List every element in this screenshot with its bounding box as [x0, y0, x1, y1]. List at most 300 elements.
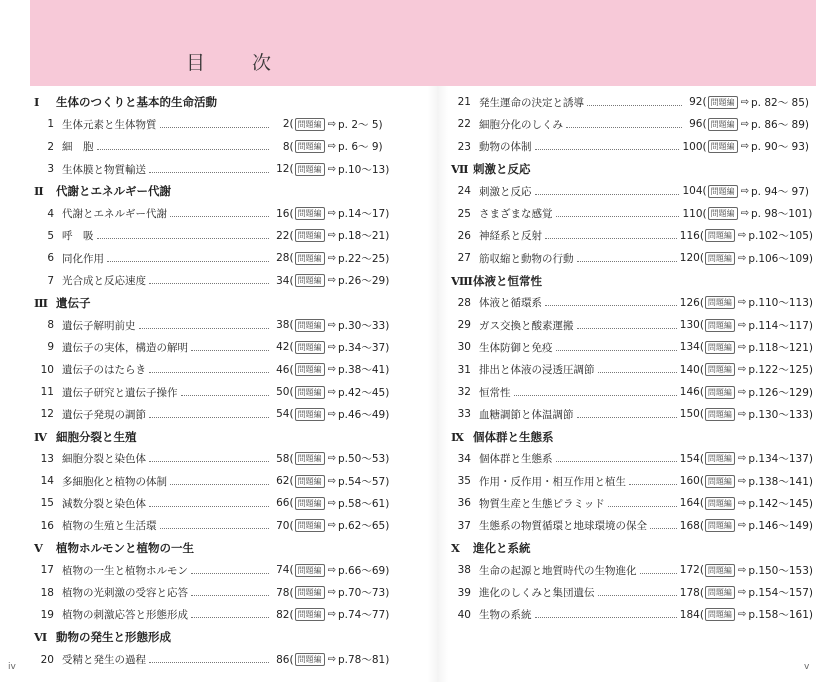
study-tag: 問題編: [295, 319, 325, 332]
arrow-icon: ⇨: [737, 230, 747, 242]
entry-range: p.54～57): [338, 475, 390, 488]
toc-entry[interactable]: [34, 492, 400, 514]
entry-number: 33: [457, 408, 471, 421]
dot-leader: [577, 417, 677, 418]
entry-page: 120: [679, 252, 700, 265]
toc-entry[interactable]: [451, 559, 813, 581]
entry-number: 34: [457, 452, 471, 465]
entry-number: 7: [47, 274, 54, 287]
arrow-icon: ⇨: [737, 319, 747, 331]
toc-entry[interactable]: [34, 225, 400, 247]
study-tag: 問題編: [708, 185, 738, 198]
chapter-heading: [34, 537, 400, 559]
entry-title: 細胞分化のしくみ: [479, 118, 563, 131]
entry-range: p. 6～ 9): [338, 141, 383, 154]
toc-entry[interactable]: [451, 336, 813, 358]
chapter-numeral: Ⅴ: [34, 541, 43, 556]
entry-number: 25: [457, 207, 471, 220]
arrow-icon: ⇨: [327, 520, 336, 532]
entry-title: 細 胞: [62, 141, 94, 154]
entry-number: 31: [457, 363, 471, 376]
toc-entry[interactable]: [451, 582, 813, 604]
study-tag: 問題編: [708, 96, 738, 109]
study-tag: 問題編: [705, 229, 735, 242]
entry-page: 16: [276, 207, 290, 220]
arrow-icon: ⇨: [327, 275, 336, 287]
arrow-icon: ⇨: [327, 564, 336, 576]
entry-number: 36: [457, 497, 471, 510]
chapter-numeral: Ⅶ: [451, 162, 469, 177]
study-tag: 問題編: [705, 586, 735, 599]
arrow-icon: ⇨: [327, 453, 336, 465]
toc-entry[interactable]: [34, 314, 400, 336]
dot-leader: [181, 395, 269, 396]
entry-page: 2: [282, 118, 290, 131]
entry-page: 8: [282, 140, 290, 153]
toc-entry[interactable]: [451, 604, 813, 626]
entry-range: p.150～153): [748, 564, 813, 577]
arrow-icon: ⇨: [327, 364, 336, 376]
entry-range: p.14～17): [338, 208, 390, 221]
entry-range: p.34～37): [338, 341, 390, 354]
entry-number: 20: [40, 653, 54, 666]
toc-entry[interactable]: [451, 403, 813, 425]
entry-range: p.50～53): [338, 453, 390, 466]
entry-page: 46: [276, 363, 290, 376]
chapter-heading: [34, 180, 400, 202]
study-tag: 問題編: [705, 497, 735, 510]
arrow-icon: ⇨: [740, 118, 749, 130]
entry-range: p. 86～ 89): [751, 118, 809, 131]
study-tag: 問題編: [295, 252, 325, 265]
study-tag: 問題編: [295, 363, 325, 376]
entry-page: 28: [276, 252, 290, 265]
open-paren: (: [289, 653, 294, 666]
toc-entry[interactable]: [34, 158, 400, 180]
open-paren: (: [289, 229, 294, 242]
entry-number: 4: [47, 207, 54, 220]
study-tag: 問題編: [295, 118, 325, 131]
entry-number: 3: [47, 163, 54, 176]
entry-number: 24: [457, 185, 471, 198]
toc-entry[interactable]: [34, 136, 400, 158]
arrow-icon: ⇨: [740, 96, 749, 108]
chapter-heading: [451, 425, 813, 447]
toc-entry[interactable]: [34, 247, 400, 269]
entry-number: 6: [47, 252, 54, 265]
entry-page: 96: [689, 118, 703, 131]
toc-entry[interactable]: [451, 470, 813, 492]
chapter-title: 細胞分裂と生殖: [56, 429, 137, 444]
study-tag: 問題編: [705, 475, 735, 488]
toc-entry[interactable]: [451, 136, 813, 158]
entry-page: 100: [682, 140, 703, 153]
open-paren: (: [289, 475, 294, 488]
entry-title: 作用・反作用・相互作用と植生: [479, 475, 626, 488]
entry-range: p.66～69): [338, 564, 390, 577]
entry-range: p. 90～ 93): [751, 141, 809, 154]
toc-entry[interactable]: [34, 515, 400, 537]
entry-page: 168: [679, 519, 700, 532]
dot-leader: [191, 595, 269, 596]
entry-page: 150: [679, 408, 700, 421]
dot-leader: [191, 617, 269, 618]
entry-title: 血糖調節と体温調節: [479, 408, 574, 421]
study-tag: 問題編: [295, 586, 325, 599]
entry-page: 178: [679, 586, 700, 599]
dot-leader: [97, 238, 269, 239]
toc-entry[interactable]: [34, 648, 400, 670]
toc-right-column: [451, 91, 813, 626]
entry-range: p. 82～ 85): [751, 96, 809, 109]
study-tag: 問題編: [295, 341, 325, 354]
entry-page: 50: [276, 386, 290, 398]
chapter-title: 植物ホルモンと植物の一生: [56, 541, 194, 556]
entry-title: 個体群と生態系: [479, 453, 553, 466]
chapter-numeral: Ⅷ: [451, 273, 473, 288]
arrow-icon: ⇨: [327, 341, 336, 353]
chapter-heading: [34, 626, 400, 648]
entry-page: 130: [679, 319, 700, 332]
dot-leader: [598, 372, 677, 373]
open-paren: (: [702, 96, 707, 109]
chapter-heading: [451, 537, 813, 559]
dot-leader: [556, 216, 680, 217]
entry-number: 30: [457, 341, 471, 354]
entry-number: 35: [457, 475, 471, 488]
entry-title: 細胞分裂と染色体: [62, 453, 146, 466]
open-paren: (: [289, 497, 294, 510]
toc-entry[interactable]: [451, 292, 813, 314]
entry-page: 70: [276, 519, 290, 532]
entry-title: 生物の系統: [479, 609, 532, 622]
dot-leader: [97, 149, 269, 150]
arrow-icon: ⇨: [327, 609, 336, 621]
toc-entry[interactable]: [451, 314, 813, 336]
arrow-icon: ⇨: [327, 118, 336, 130]
entry-range: p.70～73): [338, 587, 390, 600]
dot-leader: [598, 595, 677, 596]
study-tag: 問題編: [708, 140, 738, 153]
entry-title: 筋収縮と動物の行動: [479, 252, 574, 265]
entry-page: 74: [276, 564, 290, 577]
entry-title: 排出と体液の浸透圧調節: [479, 364, 595, 377]
toc-entry[interactable]: [34, 403, 400, 425]
entry-title: 光合成と反応速度: [62, 275, 146, 288]
entry-number: 14: [40, 475, 54, 488]
study-tag: 問題編: [705, 363, 735, 376]
chapter-title: 刺激と反応: [473, 162, 531, 177]
entry-number: 16: [40, 519, 54, 532]
entry-page: 184: [679, 608, 700, 621]
entry-range: p. 98～101): [751, 208, 813, 221]
toc-entry[interactable]: [451, 113, 813, 135]
entry-range: p.78～81): [338, 654, 390, 667]
dot-leader: [587, 105, 682, 106]
entry-range: p.26～29): [338, 275, 390, 288]
study-tag: 問題編: [295, 386, 325, 399]
entry-page: 140: [679, 363, 700, 376]
toc-entry[interactable]: [451, 180, 813, 202]
entry-number: 8: [47, 319, 54, 332]
toc-entry[interactable]: [451, 448, 813, 470]
study-tag: 問題編: [295, 274, 325, 287]
entry-range: p.58～61): [338, 497, 390, 510]
entry-range: p.126～129): [748, 386, 813, 399]
chapter-numeral: Ⅲ: [34, 295, 49, 310]
open-paren: (: [699, 386, 704, 398]
entry-range: p.38～41): [338, 364, 390, 377]
dot-leader: [650, 528, 677, 529]
study-tag: 問題編: [295, 608, 325, 621]
toc-entry[interactable]: [451, 91, 813, 113]
arrow-icon: ⇨: [737, 364, 747, 376]
entry-title: さまざまな感覚: [479, 208, 553, 221]
study-tag: 問題編: [705, 519, 735, 532]
chapter-title: 体液と恒常性: [473, 273, 542, 288]
toc-entry[interactable]: [34, 269, 400, 291]
entry-title: 呼 吸: [62, 230, 94, 243]
dot-leader: [629, 484, 677, 485]
arrow-icon: ⇨: [737, 453, 747, 465]
entry-page: 160: [679, 475, 700, 488]
toc-entry[interactable]: [451, 202, 813, 224]
entry-page: 82: [276, 608, 290, 621]
open-paren: (: [702, 140, 707, 153]
dot-leader: [545, 238, 677, 239]
open-paren: (: [699, 608, 704, 621]
chapter-title: 生体のつくりと基本的生命活動: [56, 95, 217, 110]
entry-page: 38: [276, 319, 290, 332]
entry-title: 植物の一生と植物ホルモン: [62, 564, 188, 577]
toc-entry[interactable]: [34, 202, 400, 224]
entry-number: 27: [457, 252, 471, 265]
entry-range: p.154～157): [748, 587, 813, 600]
open-paren: (: [699, 319, 704, 332]
toc-left-column: [34, 91, 400, 671]
entry-title: 遺伝子の実体，構造の解明: [62, 341, 188, 354]
open-paren: (: [699, 252, 704, 265]
study-tag: 問題編: [295, 475, 325, 488]
dot-leader: [149, 283, 269, 284]
chapter-numeral: Ⅰ: [34, 95, 40, 110]
dot-leader: [566, 127, 682, 128]
study-tag: 問題編: [295, 207, 325, 220]
toc-entry[interactable]: [451, 247, 813, 269]
entry-title: 進化のしくみと集団遺伝: [479, 587, 595, 600]
entry-page: 154: [679, 452, 700, 465]
toc-entry[interactable]: [34, 359, 400, 381]
entry-range: p.74～77): [338, 609, 390, 622]
dot-leader: [535, 149, 680, 150]
dot-leader: [556, 350, 677, 351]
entry-page: 62: [276, 475, 290, 488]
entry-page: 126: [679, 296, 700, 309]
study-tag: 問題編: [295, 140, 325, 153]
open-paren: (: [289, 363, 294, 376]
study-tag: 問題編: [705, 452, 735, 465]
study-tag: 問題編: [295, 163, 325, 176]
dot-leader: [107, 261, 269, 262]
entry-number: 28: [457, 296, 471, 309]
toc-entry[interactable]: [451, 492, 813, 514]
open-paren: (: [699, 475, 704, 488]
entry-title: 神経系と反射: [479, 230, 542, 243]
entry-range: p.110～113): [748, 297, 813, 310]
entry-range: p.138～141): [748, 475, 813, 488]
toc-entry[interactable]: [451, 359, 813, 381]
open-paren: (: [699, 341, 704, 354]
study-tag: 問題編: [705, 319, 735, 332]
dot-leader: [545, 305, 677, 306]
dot-leader: [191, 350, 269, 351]
entry-title: ガス交換と酸素運搬: [479, 319, 574, 332]
toc-entry[interactable]: [34, 582, 400, 604]
toc-entry[interactable]: [34, 113, 400, 135]
chapter-heading: [34, 292, 400, 314]
toc-entry[interactable]: [34, 336, 400, 358]
entry-title: 植物の光刺激の受容と応答: [62, 587, 188, 600]
chapter-heading: [34, 91, 400, 113]
entry-range: p.158～161): [748, 609, 813, 622]
entry-page: 164: [679, 497, 700, 510]
dot-leader: [139, 328, 269, 329]
open-paren: (: [289, 608, 294, 621]
study-tag: 問題編: [705, 252, 735, 265]
dot-leader: [514, 395, 677, 396]
entry-range: p.142～145): [748, 497, 813, 510]
arrow-icon: ⇨: [737, 609, 747, 621]
entry-range: p.122～125): [748, 364, 813, 377]
open-paren: (: [699, 296, 704, 309]
entry-title: 遺伝子発現の調節: [62, 408, 146, 421]
page-number-left: iv: [8, 662, 16, 672]
open-paren: (: [289, 252, 294, 265]
arrow-icon: ⇨: [737, 587, 747, 599]
toc-entry[interactable]: [451, 515, 813, 537]
page-gutter: [428, 86, 448, 682]
open-paren: (: [702, 185, 707, 198]
open-paren: (: [289, 118, 294, 131]
arrow-icon: ⇨: [737, 408, 747, 420]
chapter-heading: [34, 425, 400, 447]
entry-title: 生体元素と生体物質: [62, 118, 157, 131]
entry-title: 体液と循環系: [479, 297, 542, 310]
entry-range: p.146～149): [748, 520, 813, 533]
toc-entry[interactable]: [34, 381, 400, 403]
open-paren: (: [289, 586, 294, 599]
entry-title: 遺伝子のはたらき: [62, 364, 146, 377]
entry-title: 刺激と反応: [479, 185, 532, 198]
entry-number: 18: [40, 586, 54, 599]
arrow-icon: ⇨: [327, 230, 336, 242]
header-band: [30, 0, 816, 86]
entry-range: p.114～117): [748, 319, 813, 332]
entry-number: 39: [457, 586, 471, 599]
dot-leader: [535, 617, 677, 618]
toc-entry[interactable]: [34, 604, 400, 626]
toc-entry[interactable]: [34, 448, 400, 470]
entry-page: 22: [276, 229, 290, 242]
study-tag: 問題編: [295, 452, 325, 465]
entry-title: 同化作用: [62, 252, 104, 265]
entry-range: p.18～21): [338, 230, 390, 243]
dot-leader: [149, 372, 269, 373]
chapter-heading: [451, 269, 813, 291]
entry-range: p.46～49): [338, 408, 390, 421]
chapter-heading: [451, 158, 813, 180]
arrow-icon: ⇨: [737, 252, 747, 264]
entry-number: 5: [47, 229, 54, 242]
toc-entry[interactable]: [34, 559, 400, 581]
entry-number: 40: [457, 608, 471, 621]
open-paren: (: [702, 207, 707, 220]
entry-title: 生体防御と免疫: [479, 341, 553, 354]
page-margin: [0, 0, 30, 682]
arrow-icon: ⇨: [327, 475, 336, 487]
entry-title: 受精と発生の過程: [62, 654, 146, 667]
open-paren: (: [289, 341, 294, 354]
entry-page: 92: [689, 96, 703, 109]
arrow-icon: ⇨: [740, 185, 749, 197]
entry-number: 2: [47, 140, 54, 153]
chapter-numeral: Ⅳ: [34, 429, 48, 444]
entry-page: 172: [679, 564, 700, 577]
entry-title: 恒常性: [479, 386, 511, 399]
entry-number: 11: [40, 386, 54, 398]
entry-range: p.134～137): [748, 453, 813, 466]
arrow-icon: ⇨: [737, 297, 747, 309]
arrow-icon: ⇨: [740, 141, 749, 153]
dot-leader: [149, 461, 269, 462]
arrow-icon: ⇨: [327, 654, 336, 666]
entry-range: p.130～133): [748, 408, 813, 421]
study-tag: 問題編: [705, 564, 735, 577]
study-tag: 問題編: [705, 296, 735, 309]
toc-entry[interactable]: [451, 381, 813, 403]
arrow-icon: ⇨: [737, 497, 747, 509]
entry-title: 生体膜と物質輸送: [62, 163, 146, 176]
study-tag: 問題編: [295, 519, 325, 532]
entry-number: 38: [457, 564, 471, 577]
dot-leader: [640, 573, 677, 574]
open-paren: (: [289, 207, 294, 220]
dot-leader: [535, 194, 680, 195]
study-tag: 問題編: [295, 229, 325, 242]
entry-number: 13: [40, 452, 54, 465]
entry-title: 発生運命の決定と誘導: [479, 96, 584, 109]
entry-page: 110: [682, 207, 703, 220]
toc-entry[interactable]: [451, 225, 813, 247]
dot-leader: [577, 261, 677, 262]
open-paren: (: [289, 519, 294, 532]
study-tag: 問題編: [705, 408, 735, 421]
entry-number: 10: [40, 363, 54, 376]
open-paren: (: [289, 408, 294, 421]
dot-leader: [170, 484, 269, 485]
open-paren: (: [289, 140, 294, 153]
arrow-icon: ⇨: [327, 497, 336, 509]
dot-leader: [149, 172, 269, 173]
arrow-icon: ⇨: [327, 141, 336, 153]
chapter-title: 進化と系統: [473, 541, 531, 556]
dot-leader: [608, 506, 677, 507]
chapter-title: 遺伝子: [56, 295, 91, 310]
open-paren: (: [699, 564, 704, 577]
study-tag: 問題編: [295, 564, 325, 577]
toc-entry[interactable]: [34, 470, 400, 492]
entry-title: 植物の刺激応答と形態形成: [62, 609, 188, 622]
